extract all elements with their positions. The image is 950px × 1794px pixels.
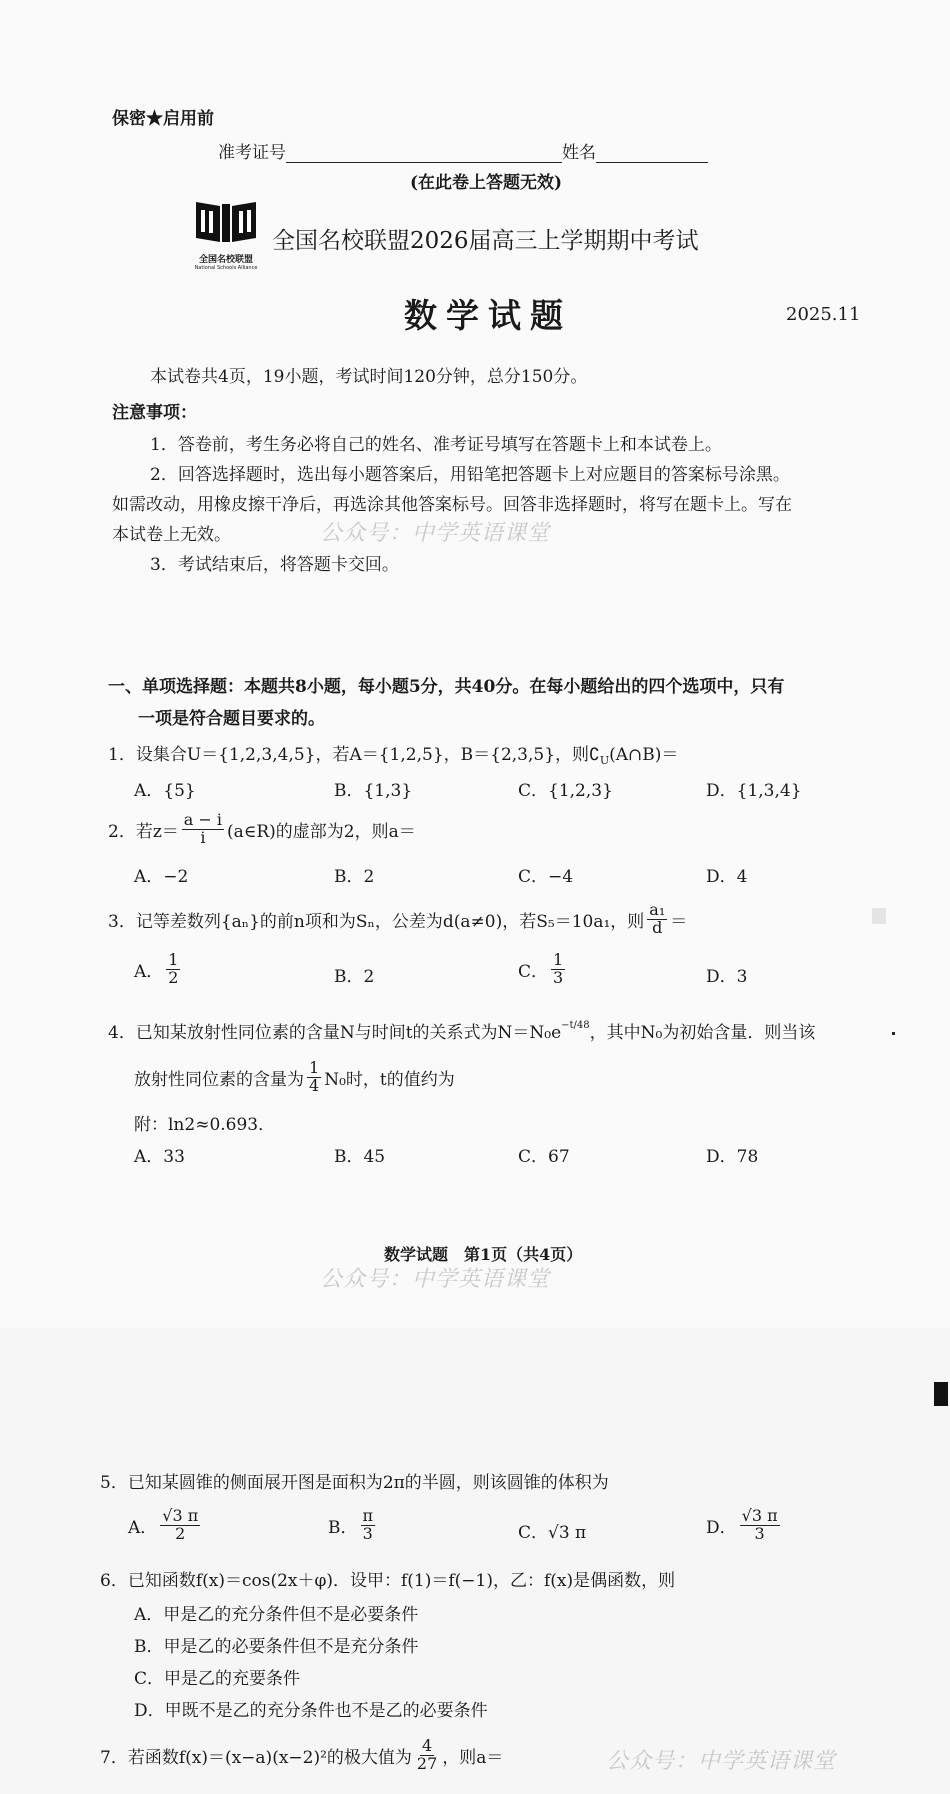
exam-page-2 [0, 1328, 950, 1794]
q6-option-c: C．甲是乙的充要条件 [134, 1669, 301, 1689]
logo-text: 全国名校联盟 [198, 255, 253, 265]
q7-stem-post: ，则a＝ [442, 1747, 504, 1768]
q7-fraction [415, 1738, 439, 1773]
q3-fraction [647, 902, 667, 937]
q4-line2-pre: 放射性同位素的含量为 [134, 1069, 304, 1090]
watermark-page-2: 公众号：中学英语课堂 [606, 1749, 837, 1774]
book-logo-icon [190, 198, 262, 246]
watermark: 公众号：中学英语课堂 [320, 521, 551, 546]
q5-option-a-label: A． [128, 1517, 158, 1538]
q2-numerator: a − i [183, 810, 223, 829]
q5-b-numerator: π [362, 1506, 374, 1525]
q4-appendix-note: 附：ln2≈0.693． [134, 1115, 276, 1135]
name-line [596, 162, 708, 163]
q2-fraction [182, 812, 224, 847]
exam-id-line [286, 162, 562, 163]
q7-numerator: 4 [422, 1736, 433, 1755]
q5-b-denominator: 3 [362, 1523, 373, 1543]
exam-title: 全国名校联盟2026届高三上学期期中考试 [272, 228, 699, 254]
q2-option-a: A．−2 [134, 867, 189, 887]
q3-option-d: D．3 [706, 967, 748, 987]
q4-option-a: A．33 [134, 1147, 185, 1167]
q1-option-d: D．{1,3,4} [706, 781, 802, 801]
note-item-2-cont: 如需改动，用橡皮擦干净后，再选涂其他答案标号。回答非选择题时，将写在题卡上。写在 [112, 495, 792, 515]
q4-stem-pre: 4．已知某放射性同位素的含量N与时间t的关系式为N＝N₀e [108, 1023, 562, 1043]
question-5-stem: 5．已知某圆锥的侧面展开图是面积为2π的半圆，则该圆锥的体积为 [100, 1473, 609, 1493]
scan-speck [892, 1032, 895, 1035]
q4-denominator: 4 [309, 1075, 320, 1095]
alliance-logo [190, 198, 262, 272]
question-7-stem [100, 1738, 503, 1773]
q5-option-b-fraction [361, 1508, 376, 1543]
q7-stem-text: 7．若函数f(x)＝(x−a)(x−2)²的极大值为 [100, 1747, 412, 1768]
q2-option-b: B．2 [334, 867, 375, 887]
q3-option-b: B．2 [334, 967, 375, 987]
q3-option-a-fraction [166, 952, 180, 987]
question-1-stem [108, 740, 678, 765]
q6-option-a: A．甲是乙的充分条件但不是必要条件 [134, 1605, 419, 1625]
q3-c-numerator: 1 [553, 950, 564, 969]
question-4-line-1 [108, 1018, 815, 1043]
q3-a-numerator: 1 [168, 950, 179, 969]
section-1-heading: 一、单项选择题：本题共8小题，每小题5分，共40分。在每小题给出的四个选项中，只有 [108, 677, 785, 697]
q3-denominator: d [652, 917, 663, 937]
exam-id-row [218, 138, 708, 163]
q2-option-d: D．4 [706, 867, 748, 887]
q5-d-denominator: 3 [754, 1523, 765, 1543]
q5-option-b [328, 1508, 378, 1543]
edge-mark [934, 1382, 948, 1406]
q2-stem-pre: 2．若z＝ [108, 821, 179, 842]
q4-option-b: B．45 [334, 1147, 386, 1167]
q5-option-a-fraction [160, 1508, 200, 1543]
q1-stem-tail: (A∩B)＝ [609, 745, 679, 765]
q3-option-c-label: C． [518, 961, 549, 982]
logo-subtext: National Schools Alliance [194, 265, 258, 271]
q3-a-denominator: 2 [168, 967, 179, 987]
q1-option-a: A．{5} [134, 781, 196, 801]
note-item-1: 1．答卷前，考生务必将自己的姓名、准考证号填写在答题卡上和本试卷上。 [150, 435, 722, 455]
q5-a-numerator: √3 π [162, 1506, 199, 1525]
q4-fraction [307, 1060, 321, 1095]
q2-option-c: C．−4 [518, 867, 574, 887]
note-item-2: 2．回答选择题时，选出每小题答案后，用铅笔把答题卡上对应题目的答案标号涂黑。 [150, 465, 790, 485]
question-2-stem [108, 812, 416, 847]
answer-invalid-notice: (在此卷上答题无效) [410, 173, 563, 193]
q1-option-b: B．{1,3} [334, 781, 413, 801]
q2-denominator: i [200, 827, 206, 847]
question-6-stem: 6．已知函数f(x)＝cos(2x＋φ)．设甲：f(1)＝f(−1)，乙：f(x)是偶函数，则 [100, 1571, 676, 1591]
note-item-3: 3．考试结束后，将答题卡交回。 [150, 555, 399, 575]
name-label: 姓名 [562, 143, 596, 163]
question-4-line-2 [134, 1060, 455, 1095]
q4-option-c: C．67 [518, 1147, 570, 1167]
q3-stem-text: 3．记等差数列{aₙ}的前n项和为Sₙ，公差为d(a≠0)，若S₅＝10a₁，则 [108, 911, 645, 932]
q5-option-d-label: D． [706, 1517, 737, 1538]
q4-stem-post: ，其中N₀为初始含量．则当该 [589, 1023, 816, 1043]
q5-option-b-label: B． [328, 1517, 358, 1538]
exam-intro: 本试卷共4页，19小题，考试时间120分钟，总分150分。 [150, 367, 588, 387]
q3-numerator: a₁ [649, 900, 666, 919]
exam-id-label: 准考证号 [218, 143, 286, 163]
q4-exponent: −t/48 [561, 1020, 590, 1031]
q4-line2-post: N₀时，t的值约为 [324, 1069, 455, 1090]
confidential-label: 保密★启用前 [112, 109, 214, 129]
page-footer: 数学试题 第1页（共4页） [384, 1245, 583, 1264]
q3-option-a [134, 952, 183, 987]
question-3-stem [108, 902, 687, 937]
q5-option-d [706, 1508, 783, 1543]
q3-c-denominator: 3 [553, 967, 564, 987]
q6-option-d: D．甲既不是乙的充分条件也不是乙的必要条件 [134, 1701, 488, 1721]
q7-denominator: 27 [416, 1753, 438, 1773]
q3-equals: ＝ [670, 911, 688, 932]
q1-stem-text: 1．设集合U＝{1,2,3,4,5}，若A＝{1,2,5}，B＝{2,3,5}，则∁ [108, 745, 600, 765]
notes-heading: 注意事项： [112, 403, 197, 423]
q4-numerator: 1 [309, 1058, 320, 1077]
subject-title: 数学试题 [404, 296, 572, 335]
q5-a-denominator: 2 [175, 1523, 186, 1543]
q3-option-a-label: A． [134, 961, 164, 982]
q1-complement-subscript: U [599, 754, 610, 767]
q5-option-d-fraction [740, 1508, 780, 1543]
section-1-heading-cont: 一项是符合题目要求的。 [138, 709, 325, 729]
q6-option-b: B．甲是乙的必要条件但不是充分条件 [134, 1637, 419, 1657]
q5-option-a [128, 1508, 203, 1543]
q4-option-d: D．78 [706, 1147, 759, 1167]
exam-date: 2025.11 [786, 304, 861, 325]
q5-d-numerator: √3 π [741, 1506, 778, 1525]
q2-stem-post: (a∈R)的虚部为2，则a＝ [227, 821, 416, 842]
q1-option-c: C．{1,2,3} [518, 781, 613, 801]
q3-option-c [518, 952, 568, 987]
watermark-footer: 公众号：中学英语课堂 [320, 1267, 551, 1292]
scan-speck [872, 908, 886, 924]
q5-option-c: C．√3 π [518, 1523, 587, 1543]
q3-option-c-fraction [551, 952, 565, 987]
note-item-2-end: 本试卷上无效。 [112, 525, 231, 545]
